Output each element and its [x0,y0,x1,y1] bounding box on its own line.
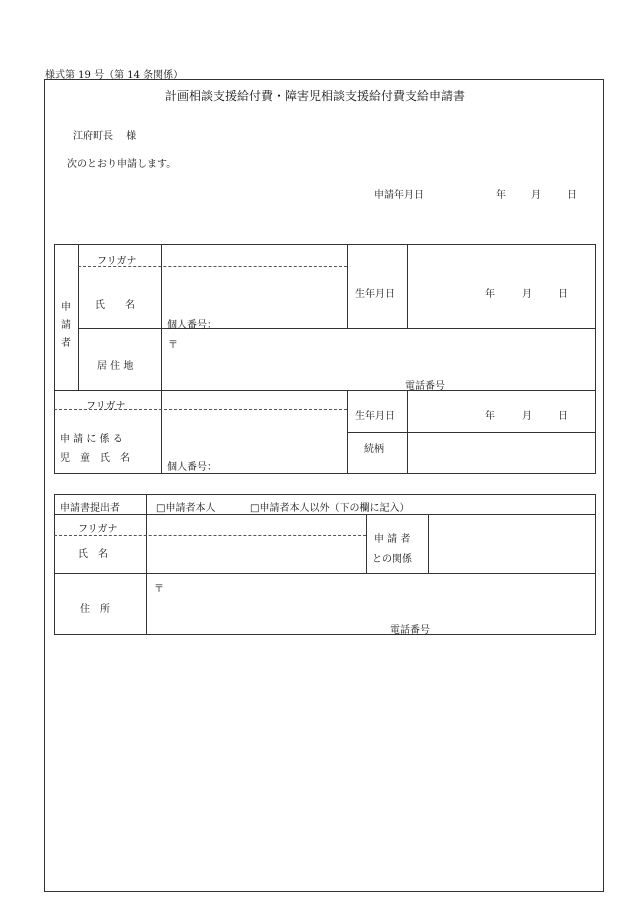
submitter-name-label: 氏 名 [78,549,108,560]
submitter-phone-label: 電話番号 [390,625,430,636]
child-label-line1: 申 請 に 係 る [60,434,123,445]
addressee: 江府町長 様 [73,131,137,142]
child-birth-month: 月 [522,411,532,422]
applicant-name-label: 氏 名 [95,300,135,311]
submitter-postal-mark: 〒 [154,584,164,595]
applicant-side-3: 者 [61,338,71,349]
application-date-day: 日 [567,190,577,201]
child-birthdate-label: 生年月日 [355,411,395,422]
applicant-birth-day: 日 [558,289,568,300]
child-label-line2: 児 童 氏 名 [60,453,130,464]
form-title: 計画相談支援給付費・障害児相談支援給付費支給申請書 [164,89,465,103]
submitter-relation-line1: 申 請 者 [374,534,411,545]
applicant-side-2: 請 [61,320,71,331]
form-frame [44,79,604,892]
submitter-option-self: □申請者本人 [156,503,216,514]
child-individual-number: 個人番号： [167,462,217,473]
applicant-postal-mark: 〒 [168,340,178,351]
child-birth-day: 日 [558,411,568,422]
applicant-phone-label: 電話番号 [405,381,445,392]
submitter-relation-line2: との関係 [372,554,412,565]
applicant-individual-number: 個人番号： [167,320,217,331]
applicant-birth-year: 年 [485,289,495,300]
applicant-birthdate-label: 生年月日 [355,289,395,300]
applicant-birth-month: 月 [522,289,532,300]
applicant-furigana-label: フリガナ [97,256,137,267]
submitter-address-label: 住 所 [80,604,110,615]
applicant-address-label: 居 住 地 [97,361,134,372]
submitter-option-other: □申請者本人以外（下の欄に記入） [250,503,410,514]
form-number: 様式第 19 号（第 14 条関係） [45,70,184,81]
applicant-side-1: 申 [61,302,71,313]
intro-text: 次のとおり申請します。 [67,159,177,170]
child-relationship-label: 続柄 [364,444,384,455]
submitter-label: 申請書提出者 [60,503,120,514]
child-birth-year: 年 [485,411,495,422]
submitter-furigana-label: フリガナ [78,524,118,535]
child-furigana-label: フリガナ [86,401,126,412]
application-date-label: 申請年月日 [374,190,424,201]
application-date-year: 年 [496,190,506,201]
application-date-month: 月 [531,190,541,201]
